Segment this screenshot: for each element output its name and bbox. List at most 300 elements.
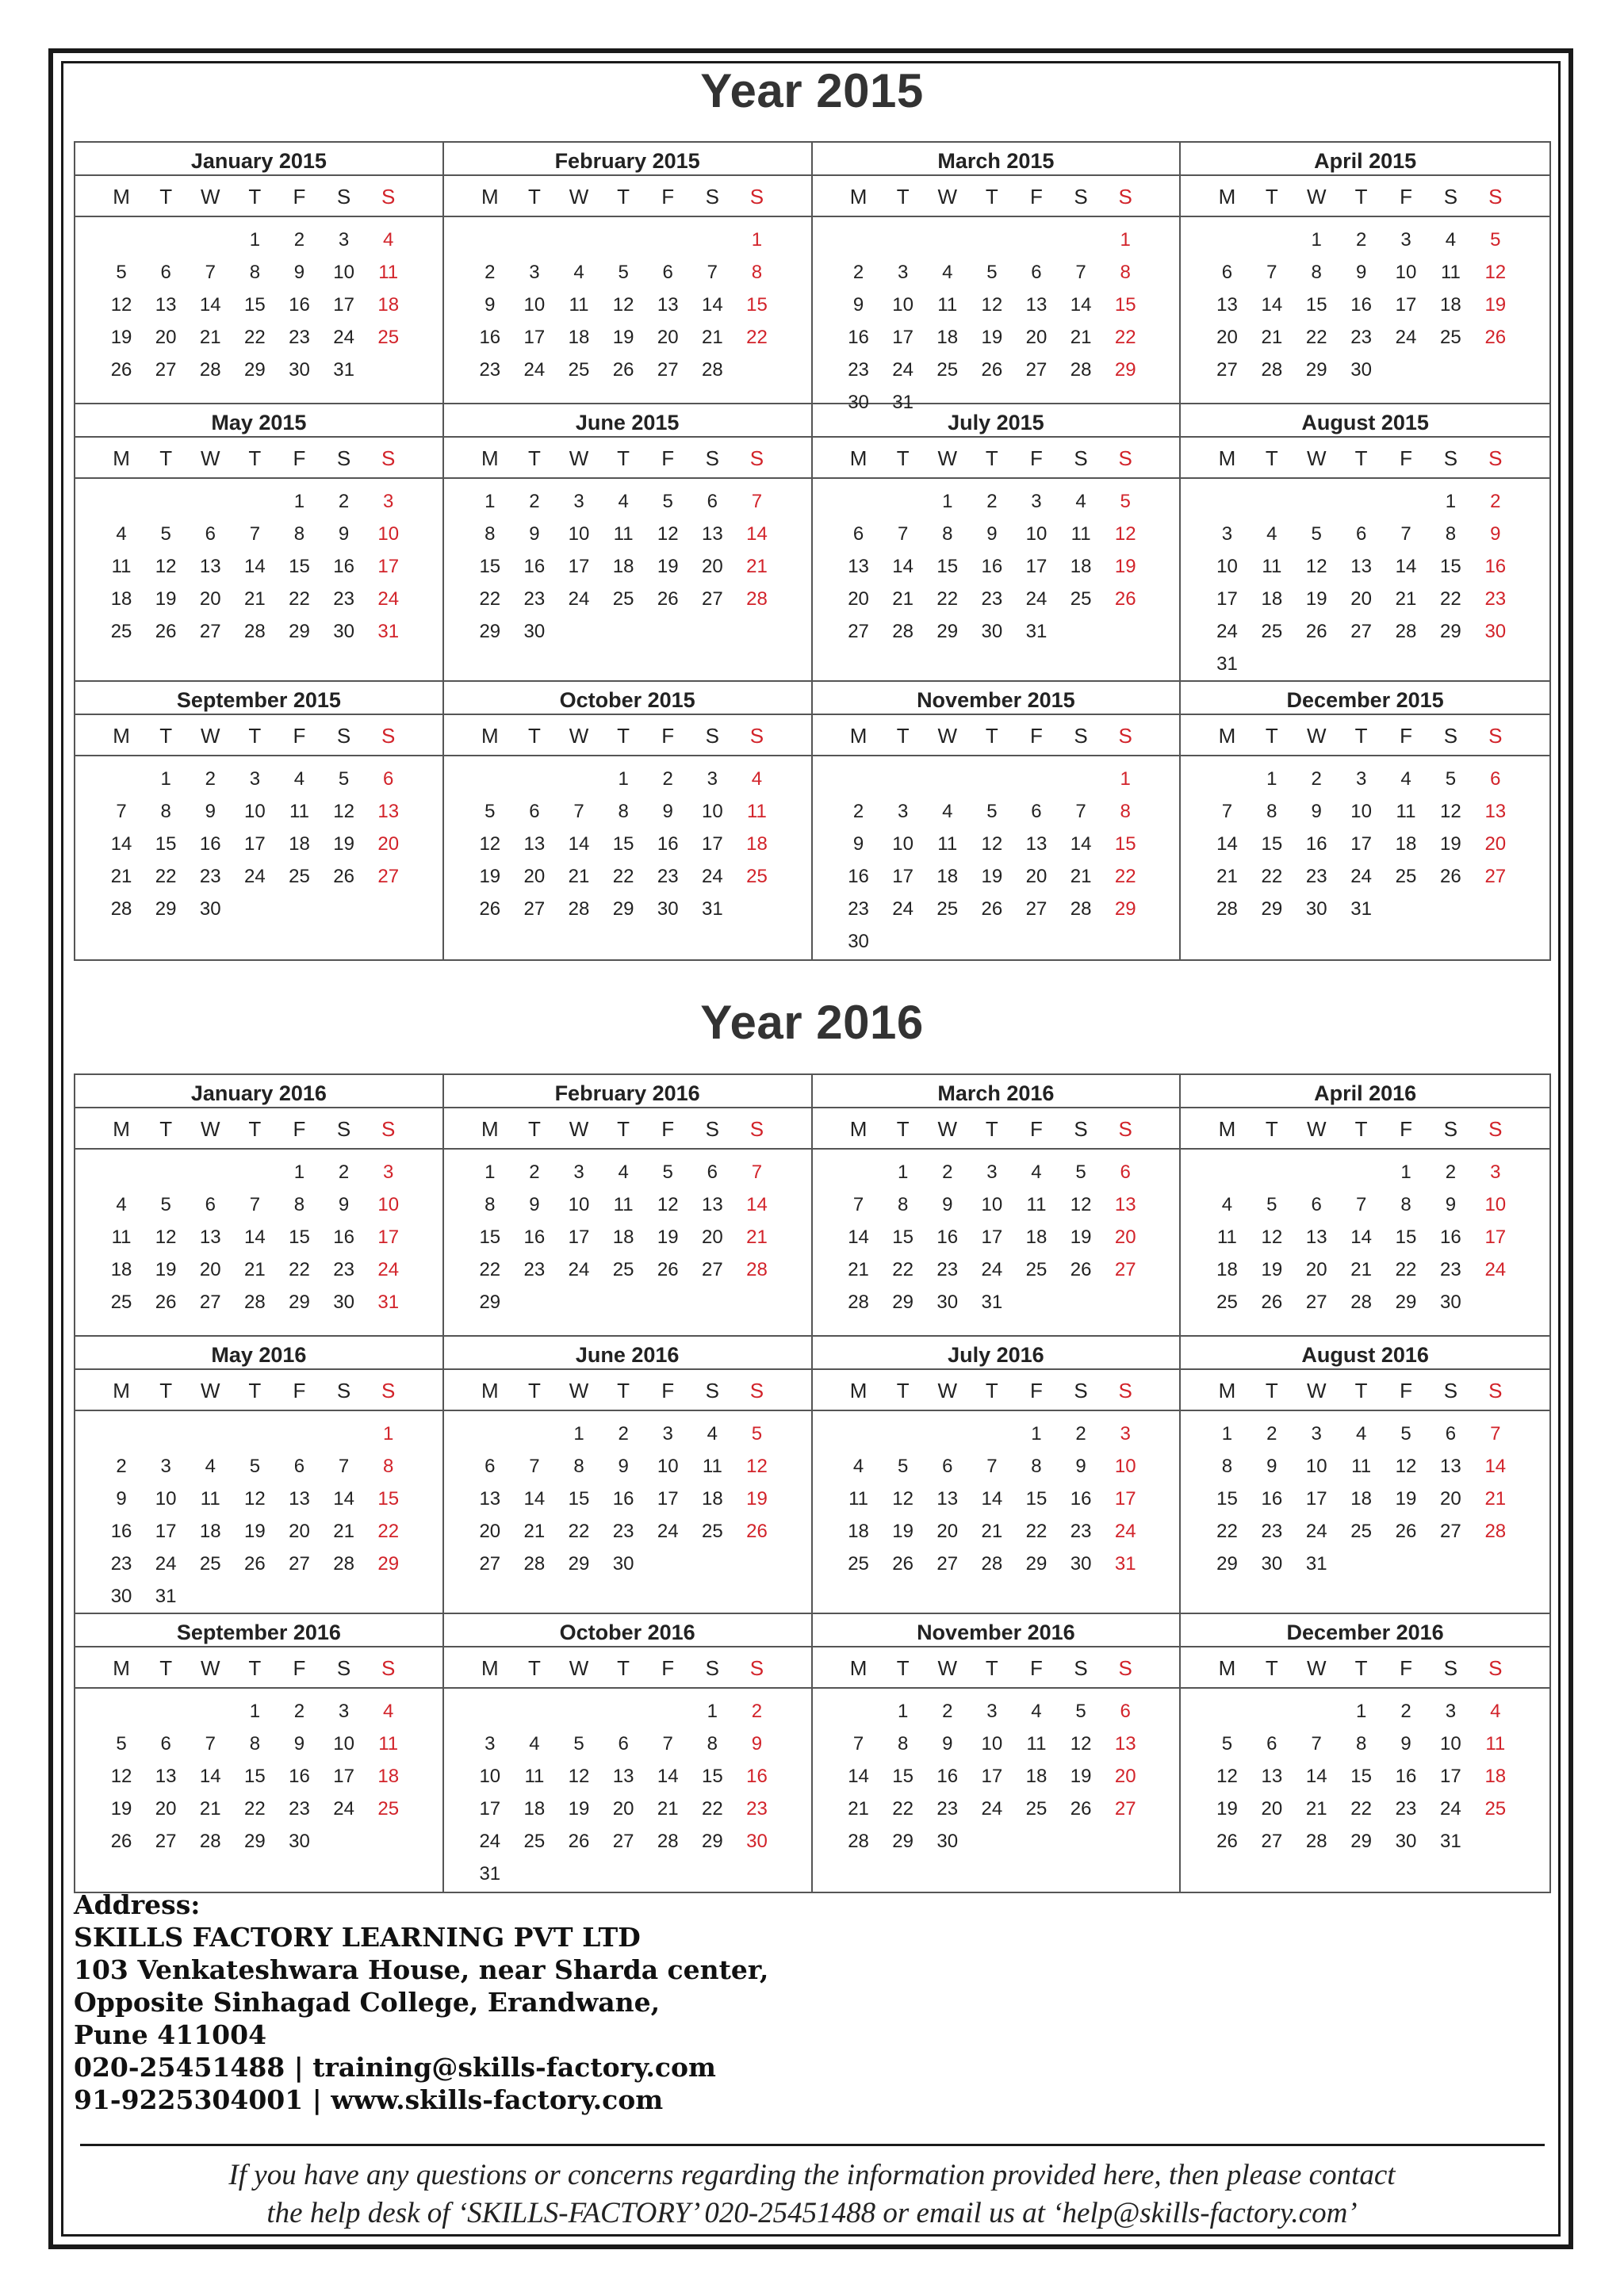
day-cell: 16 (848, 866, 869, 887)
weekday-label: T (617, 185, 630, 209)
day-cell: 21 (1070, 866, 1092, 887)
day-cell: 9 (116, 1488, 127, 1510)
day-cell: 10 (701, 801, 723, 822)
mobile-website: 91-9225304001 | www.skills-factory.com (74, 2084, 664, 2115)
day-cell: 24 (1025, 588, 1048, 610)
day-cell: 24 (155, 1553, 177, 1575)
empty-cell (1250, 1156, 1294, 1188)
day-cell: 1 (485, 1161, 496, 1183)
day-cell: 12 (244, 1488, 266, 1510)
day-cell: 22 (479, 588, 501, 610)
day-cell: 3 (897, 262, 909, 283)
day-grid (444, 1689, 811, 1890)
day-cell: 6 (1031, 262, 1042, 283)
day-cell: 11 (1026, 1733, 1047, 1755)
weekday-header (813, 176, 1180, 217)
day-cell: 12 (746, 1456, 768, 1477)
day-cell: 17 (1025, 556, 1048, 577)
day-cell: 3 (485, 1733, 496, 1755)
day-cell: 4 (1221, 1194, 1233, 1215)
day-cell: 30 (1484, 621, 1507, 642)
day-cell: 29 (1350, 1831, 1372, 1852)
day-cell: 9 (1311, 801, 1322, 822)
day-cell: 23 (848, 898, 869, 920)
empty-cell (1059, 224, 1103, 256)
day-cell: 20 (479, 1521, 501, 1542)
weekday-label: W (200, 1656, 220, 1680)
empty-cell (925, 763, 970, 795)
day-cell: 15 (1216, 1488, 1238, 1510)
month-title: June 2015 (444, 404, 811, 438)
day-cell: 6 (160, 262, 171, 283)
day-cell: 17 (892, 866, 914, 887)
day-cell: 11 (613, 1194, 634, 1215)
day-cell: 30 (657, 898, 679, 920)
weekday-label: M (113, 1656, 130, 1680)
day-cell: 18 (289, 833, 310, 855)
day-cell: 23 (1261, 1521, 1283, 1542)
weekday-label: M (481, 724, 499, 748)
day-cell: 8 (1445, 523, 1457, 545)
weekday-label: S (705, 446, 719, 470)
day-cell: 26 (568, 1831, 590, 1852)
day-cell: 29 (289, 1292, 310, 1313)
day-cell: 8 (1400, 1194, 1411, 1215)
weekday-label: T (896, 724, 910, 748)
day-cell: 9 (852, 833, 864, 855)
day-cell: 27 (377, 866, 400, 887)
day-cell: 30 (333, 1292, 354, 1313)
day-cell: 11 (289, 801, 309, 822)
day-cell: 27 (1261, 1831, 1283, 1852)
weekday-label: W (200, 185, 220, 209)
day-cell: 7 (116, 801, 127, 822)
day-cell: 19 (657, 556, 679, 577)
day-cell: 20 (1305, 1259, 1327, 1280)
day-cell: 26 (110, 1831, 132, 1852)
day-cell: 22 (244, 327, 266, 348)
weekday-header (813, 715, 1180, 756)
day-cell: 30 (333, 621, 354, 642)
day-cell: 3 (897, 801, 909, 822)
weekday-label: W (937, 1656, 958, 1680)
weekday-label: F (1400, 1656, 1412, 1680)
day-cell: 2 (529, 491, 540, 512)
day-cell: 7 (1355, 1194, 1367, 1215)
day-cell: 25 (1070, 588, 1092, 610)
month-block (444, 682, 813, 959)
month-title: October 2015 (444, 682, 811, 715)
day-cell: 28 (892, 621, 914, 642)
day-cell: 3 (338, 1701, 350, 1722)
day-cell: 5 (1400, 1423, 1411, 1445)
day-cell: 31 (1305, 1553, 1327, 1575)
day-cell: 5 (897, 1456, 909, 1477)
day-cell: 20 (657, 327, 679, 348)
day-cell: 24 (892, 898, 914, 920)
day-cell: 16 (289, 294, 310, 316)
day-cell: 19 (1484, 294, 1507, 316)
day-cell: 18 (1070, 556, 1092, 577)
day-cell: 14 (657, 1766, 679, 1787)
day-cell: 29 (1305, 359, 1327, 381)
day-cell: 27 (701, 1259, 723, 1280)
day-cell: 29 (1395, 1292, 1417, 1313)
day-cell: 19 (1261, 1259, 1283, 1280)
day-cell: 5 (116, 1733, 127, 1755)
day-cell: 2 (529, 1161, 540, 1183)
day-cell: 26 (1070, 1798, 1092, 1820)
weekday-header (444, 1108, 811, 1150)
day-cell: 29 (568, 1553, 590, 1575)
month-title: June 2016 (444, 1337, 811, 1370)
day-cell: 11 (1262, 556, 1282, 577)
day-grid (75, 1150, 442, 1318)
day-cell: 8 (942, 523, 953, 545)
day-cell: 8 (160, 801, 171, 822)
weekday-label: F (1400, 1379, 1412, 1402)
weekday-label: S (1443, 1117, 1458, 1141)
day-cell: 13 (1261, 1766, 1283, 1787)
day-cell: 24 (1305, 1521, 1327, 1542)
day-cell: 10 (333, 1733, 354, 1755)
day-cell: 29 (892, 1292, 914, 1313)
month-title: August 2016 (1181, 1337, 1549, 1370)
empty-cell (1294, 1156, 1339, 1188)
day-grid (75, 756, 442, 925)
address-line-2: Opposite Sinhagad College, Erandwane, (74, 1987, 661, 2018)
empty-cell (690, 224, 734, 256)
day-cell: 1 (1221, 1423, 1233, 1445)
day-cell: 6 (852, 523, 864, 545)
day-cell: 29 (1440, 621, 1461, 642)
day-cell: 19 (1070, 1226, 1092, 1248)
weekday-label: S (381, 1379, 396, 1402)
month-block (813, 1337, 1182, 1614)
day-cell: 31 (479, 1863, 501, 1885)
day-grid (444, 1411, 811, 1580)
weekday-label: T (896, 185, 910, 209)
day-cell: 1 (1311, 229, 1322, 251)
day-cell: 7 (573, 801, 584, 822)
day-cell: 13 (1305, 1226, 1327, 1248)
footer-note (0, 2156, 1624, 2233)
day-cell: 30 (199, 898, 221, 920)
day-cell: 17 (523, 327, 546, 348)
day-cell: 10 (1440, 1733, 1461, 1755)
day-cell: 20 (1114, 1226, 1136, 1248)
day-cell: 24 (333, 327, 354, 348)
weekday-label: S (1118, 185, 1132, 209)
day-cell: 20 (155, 1798, 177, 1820)
day-cell: 17 (377, 1226, 400, 1248)
month-title: November 2015 (813, 682, 1180, 715)
day-cell: 16 (657, 833, 679, 855)
day-cell: 17 (1484, 1226, 1507, 1248)
day-cell: 20 (701, 556, 723, 577)
day-cell: 26 (1395, 1521, 1417, 1542)
day-cell: 21 (199, 1798, 221, 1820)
day-cell: 24 (244, 866, 266, 887)
weekday-label: M (1218, 446, 1236, 470)
day-cell: 26 (333, 866, 354, 887)
footer-divider (80, 2144, 1545, 2146)
day-cell: 30 (848, 931, 869, 952)
day-cell: 22 (289, 588, 310, 610)
weekday-label: T (527, 724, 541, 748)
day-cell: 6 (383, 768, 394, 790)
day-cell: 31 (1440, 1831, 1461, 1852)
weekday-label: W (569, 724, 589, 748)
day-cell: 16 (479, 327, 501, 348)
day-cell: 13 (155, 294, 177, 316)
day-cell: 3 (1311, 1423, 1322, 1445)
day-cell: 18 (848, 1521, 869, 1542)
weekday-label: M (113, 1117, 130, 1141)
empty-cell (970, 1418, 1014, 1450)
empty-cell (645, 224, 690, 256)
day-cell: 19 (1440, 833, 1461, 855)
day-cell: 12 (657, 523, 679, 545)
day-cell: 19 (110, 1798, 132, 1820)
weekday-label: T (527, 1117, 541, 1141)
day-cell: 25 (1216, 1292, 1238, 1313)
day-cell: 1 (707, 1701, 718, 1722)
day-cell: 5 (986, 801, 998, 822)
weekday-label: S (1074, 1379, 1088, 1402)
day-cell: 17 (1440, 1766, 1461, 1787)
day-cell: 5 (1120, 491, 1131, 512)
day-cell: 12 (1114, 523, 1136, 545)
day-cell: 16 (110, 1521, 132, 1542)
day-cell: 28 (1070, 898, 1092, 920)
month-title: May 2015 (75, 404, 442, 438)
day-cell: 7 (205, 262, 216, 283)
day-cell: 17 (479, 1798, 501, 1820)
day-cell: 25 (701, 1521, 723, 1542)
empty-cell (512, 1695, 557, 1728)
day-cell: 25 (1025, 1798, 1048, 1820)
day-cell: 30 (289, 1831, 310, 1852)
day-cell: 15 (1350, 1766, 1372, 1787)
day-cell: 22 (479, 1259, 501, 1280)
day-cell: 2 (1400, 1701, 1411, 1722)
day-cell: 27 (1114, 1259, 1136, 1280)
day-cell: 26 (479, 898, 501, 920)
weekday-label: S (749, 1379, 764, 1402)
day-cell: 1 (897, 1701, 909, 1722)
day-cell: 4 (1031, 1161, 1042, 1183)
empty-cell (1384, 485, 1428, 518)
weekday-label: T (1265, 185, 1278, 209)
day-cell: 2 (662, 768, 673, 790)
weekday-label: S (705, 724, 719, 748)
day-grid (444, 756, 811, 925)
day-cell: 31 (333, 359, 354, 381)
weekday-label: M (849, 446, 868, 470)
day-cell: 15 (892, 1766, 914, 1787)
day-cell: 28 (1261, 359, 1283, 381)
day-cell: 14 (244, 1226, 266, 1248)
day-cell: 5 (986, 262, 998, 283)
day-cell: 15 (244, 1766, 266, 1787)
day-cell: 2 (338, 491, 350, 512)
day-cell: 17 (1305, 1488, 1327, 1510)
day-cell: 29 (892, 1831, 914, 1852)
empty-cell (99, 1156, 144, 1188)
day-cell: 14 (892, 556, 914, 577)
day-cell: 15 (936, 556, 959, 577)
day-cell: 6 (707, 491, 718, 512)
weekday-label: S (1074, 1656, 1088, 1680)
day-cell: 14 (333, 1488, 354, 1510)
empty-cell (277, 1418, 321, 1450)
month-block (813, 1075, 1182, 1337)
day-cell: 30 (1440, 1292, 1461, 1313)
day-cell: 25 (612, 1259, 634, 1280)
weekday-label: S (749, 724, 764, 748)
weekday-label: S (1488, 1117, 1503, 1141)
day-cell: 25 (523, 1831, 546, 1852)
day-cell: 25 (110, 1292, 132, 1313)
day-cell: 10 (892, 294, 914, 316)
day-cell: 14 (746, 523, 768, 545)
day-grid (75, 1411, 442, 1613)
day-cell: 21 (701, 327, 723, 348)
day-cell: 3 (662, 1423, 673, 1445)
weekday-label: S (705, 1656, 719, 1680)
month-title: April 2015 (1181, 143, 1549, 176)
day-cell: 20 (1484, 833, 1507, 855)
day-cell: 13 (1216, 294, 1238, 316)
day-cell: 16 (936, 1226, 959, 1248)
day-cell: 8 (485, 1194, 496, 1215)
weekday-label: T (527, 185, 541, 209)
day-cell: 28 (244, 1292, 266, 1313)
empty-cell (468, 1695, 512, 1728)
day-cell: 29 (244, 359, 266, 381)
day-cell: 11 (378, 262, 399, 283)
weekday-header (444, 1370, 811, 1411)
day-cell: 10 (479, 1766, 501, 1787)
weekday-label: M (113, 724, 130, 748)
day-cell: 7 (852, 1194, 864, 1215)
weekday-label: T (985, 185, 998, 209)
month-title: October 2016 (444, 1614, 811, 1647)
day-cell: 28 (981, 1553, 1003, 1575)
weekday-label: M (113, 1379, 130, 1402)
month-block (444, 1614, 813, 1892)
day-cell: 10 (568, 1194, 590, 1215)
day-cell: 26 (981, 359, 1003, 381)
weekday-header (813, 1370, 1180, 1411)
day-cell: 26 (657, 588, 679, 610)
day-cell: 17 (568, 1226, 590, 1248)
day-cell: 28 (568, 898, 590, 920)
day-cell: 6 (205, 523, 216, 545)
weekday-label: T (1354, 1117, 1368, 1141)
empty-cell (99, 1418, 144, 1450)
day-cell: 26 (110, 359, 132, 381)
month-block (75, 404, 444, 682)
day-cell: 23 (523, 1259, 546, 1280)
day-cell: 12 (155, 556, 177, 577)
day-cell: 27 (936, 1553, 959, 1575)
address-line-1: 103 Venkateshwara House, near Sharda center, (74, 1954, 769, 1985)
day-grid (1181, 1411, 1549, 1580)
day-cell: 9 (1355, 262, 1367, 283)
empty-cell (970, 763, 1014, 795)
weekday-label: W (200, 1379, 220, 1402)
day-cell: 17 (657, 1488, 679, 1510)
day-cell: 16 (199, 833, 221, 855)
day-cell: 9 (1075, 1456, 1086, 1477)
day-cell: 28 (244, 621, 266, 642)
weekday-label: F (661, 1656, 675, 1680)
day-cell: 6 (1221, 262, 1233, 283)
day-cell: 11 (746, 801, 767, 822)
day-cell: 6 (1490, 768, 1501, 790)
day-cell: 10 (523, 294, 546, 316)
weekday-label: T (1354, 1656, 1368, 1680)
day-cell: 7 (852, 1733, 864, 1755)
day-cell: 1 (485, 491, 496, 512)
day-cell: 1 (1266, 768, 1277, 790)
weekday-label: S (1443, 724, 1458, 748)
day-cell: 24 (1440, 1798, 1461, 1820)
day-cell: 8 (573, 1456, 584, 1477)
day-cell: 18 (612, 556, 634, 577)
weekday-label: T (159, 185, 173, 209)
day-cell: 8 (293, 1194, 305, 1215)
day-cell: 6 (1311, 1194, 1322, 1215)
day-cell: 18 (1440, 294, 1461, 316)
day-cell: 11 (378, 1733, 399, 1755)
day-cell: 14 (1305, 1766, 1327, 1787)
day-cell: 5 (485, 801, 496, 822)
day-grid (813, 217, 1180, 419)
weekday-label: T (248, 724, 262, 748)
day-cell: 24 (377, 1259, 400, 1280)
day-cell: 15 (289, 1226, 310, 1248)
day-cell: 19 (981, 327, 1003, 348)
day-cell: 1 (897, 1161, 909, 1183)
day-cell: 26 (1216, 1831, 1238, 1852)
day-grid (444, 1150, 811, 1318)
weekday-label: F (1030, 1379, 1043, 1402)
weekday-label: T (896, 1379, 910, 1402)
weekday-label: T (985, 724, 998, 748)
month-title: March 2016 (813, 1075, 1180, 1108)
day-cell: 14 (1484, 1456, 1507, 1477)
day-cell: 2 (1311, 768, 1322, 790)
day-cell: 30 (110, 1586, 132, 1607)
day-cell: 29 (612, 898, 634, 920)
day-cell: 23 (199, 866, 221, 887)
day-cell: 11 (524, 1766, 545, 1787)
day-cell: 17 (981, 1766, 1003, 1787)
weekday-label: F (1030, 1117, 1043, 1141)
day-cell: 7 (1075, 801, 1086, 822)
day-cell: 20 (1440, 1488, 1461, 1510)
day-cell: 14 (848, 1226, 869, 1248)
day-cell: 9 (338, 1194, 350, 1215)
day-cell: 18 (1350, 1488, 1372, 1510)
day-cell: 28 (746, 1259, 768, 1280)
day-cell: 21 (1395, 588, 1417, 610)
day-cell: 22 (289, 1259, 310, 1280)
weekday-header (444, 176, 811, 217)
